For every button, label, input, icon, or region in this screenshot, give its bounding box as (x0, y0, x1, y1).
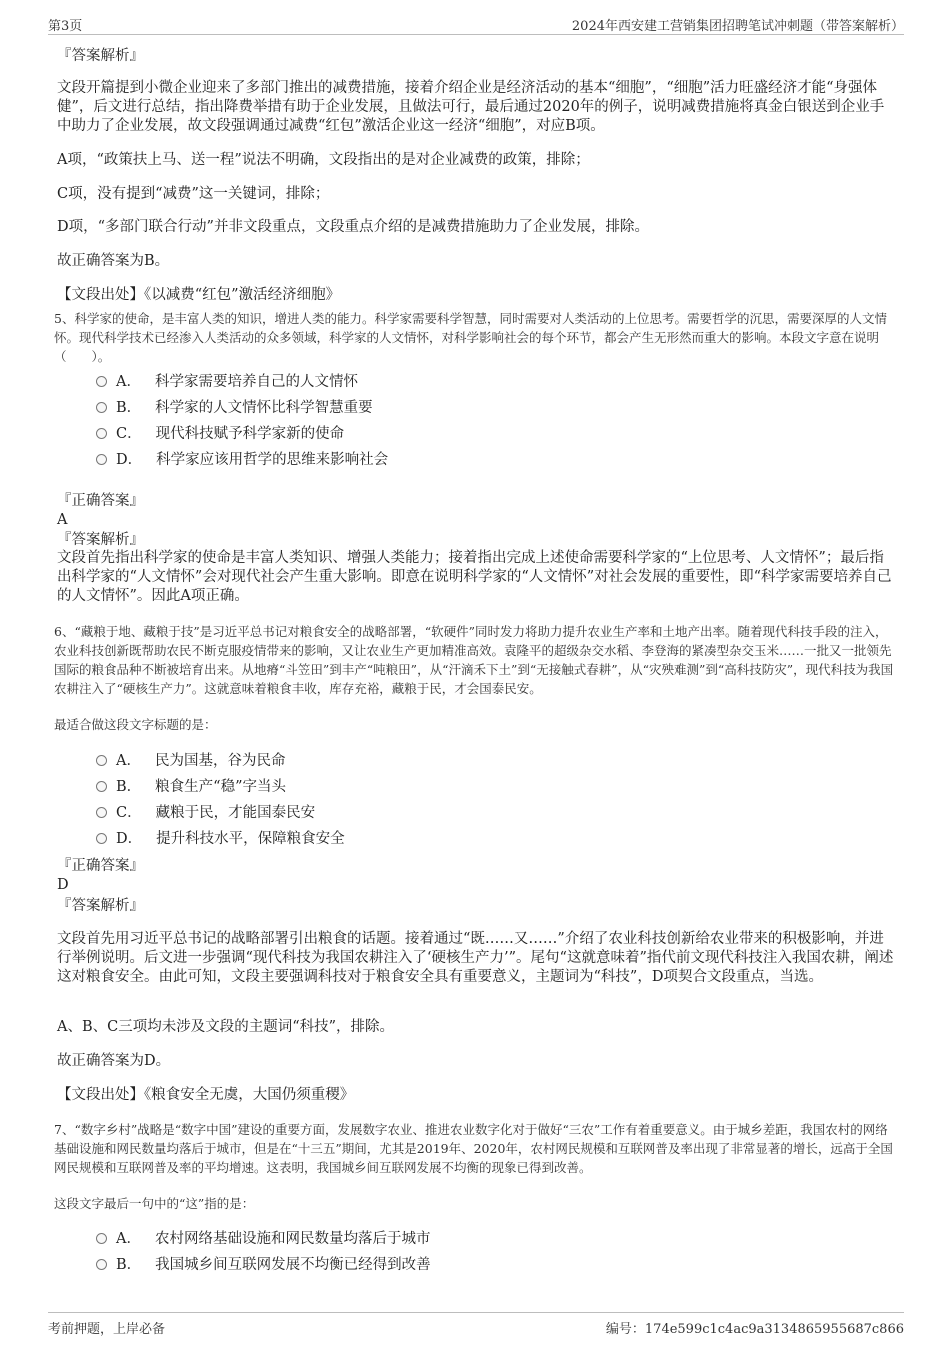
q6-prompt: 最适合做这段文字标题的是： (54, 717, 217, 732)
q4-analysis-text: 文段开篇提到小微企业迎来了多部门推出的减费措施，接着介绍企业是经济活动的基本“细胞”，“细胞”活力旺盛经济才能“身强体健”，后文进行总结，指出降费举措有助于企业发展，且做法可行，最后通过2020年的例子，说明减费措施将真金白银送到企业手中助力了企业发展，故文段强调通过减费“红包”激活企业这一经济“细胞”，对应B项。 (57, 80, 885, 134)
q4-source: 【文段出处】《以减费“红包”激活经济细胞》 (57, 287, 341, 303)
q5-analysis-label: 『答案解析』 (57, 532, 144, 548)
q6-answer: D (57, 877, 69, 893)
page-footer (48, 1312, 904, 1337)
radio-icon[interactable] (96, 807, 107, 818)
q6-option-a[interactable]: A． 民为国基，谷为民命 (96, 751, 285, 771)
radio-icon[interactable] (96, 376, 107, 387)
radio-icon[interactable] (96, 755, 107, 766)
q6-option-b[interactable]: B． 粮食生产“稳”字当头 (96, 777, 286, 797)
q4-point-d: D项，“多部门联合行动”并非文段重点，文段重点介绍的是减费措施助力了企业发展，排除。 (57, 219, 649, 235)
radio-icon[interactable] (96, 428, 107, 439)
q6-option-c[interactable]: C． 藏粮于民，才能国泰民安 (96, 803, 315, 823)
q5-answer-label: 『正确答案』 (57, 493, 144, 509)
q6-conclusion: 故正确答案为D。 (57, 1053, 171, 1069)
q5-option-b[interactable]: B． 科学家的人文情怀比科学智慧重要 (96, 398, 373, 418)
q7-stem: 7、“数字乡村”战略是“数字中国”建设的重要方面，发展数字农业、推进农业数字化对于做好“三农”工作有着重要意义。由于城乡差距，我国农村的网络基础设施和网民数量均落后于城市，但是在“十三五”期间，尤其是2019年、2020年，农村网民规模和互联网普及率出现了非常显著的增长，远高于全国网民规模和互联网普及率的平均增速。这表明，我国城乡间互联网发展不均衡的现象已得到改善。 (54, 1122, 893, 1175)
q6-analysis-text: 文段首先用习近平总书记的战略部署引出粮食的话题。接着通过“既……又……”介绍了农业科技创新给农业带来的积极影响，并进行举例说明。后文进一步强调“现代科技为我国农耕注入了‘硬核生产力’”。尾句“这就意味着”指代前文现代科技注入我国农耕，阐述这对粮食安全。由此可知，文段主要强调科技对于粮食安全具有重要意义，主题词为“科技”，D项契合文段重点，当选。 (57, 931, 894, 985)
q6-source: 【文段出处】《粮食安全无虞，大国仍须重稷》 (57, 1087, 355, 1103)
q5-option-c[interactable]: C． 现代科技赋予科学家新的使命 (96, 424, 344, 444)
radio-icon[interactable] (96, 833, 107, 844)
q5-answer: A (57, 512, 68, 528)
q7-prompt: 这段文字最后一句中的“这”指的是： (54, 1196, 255, 1211)
document-code: 编号：174e599c1c4ac9a3134865955687c866 (605, 1322, 904, 1337)
q6-point-abc: A、B、C三项均未涉及文段的主题词“科技”，排除。 (57, 1019, 395, 1035)
radio-icon[interactable] (96, 402, 107, 413)
document-title: 2024年西安建工营销集团招聘笔试冲刺题（带答案解析） (571, 19, 904, 34)
page-header (48, 12, 904, 35)
radio-icon[interactable] (96, 1233, 107, 1244)
q5-option-d[interactable]: D． 科学家应该用哲学的思维来影响社会 (96, 450, 388, 470)
page-number: 第3页 (48, 19, 83, 34)
q4-conclusion: 故正确答案为B。 (57, 253, 170, 269)
radio-icon[interactable] (96, 1259, 107, 1270)
q4-point-c: C项，没有提到“减费”这一关键词，排除； (57, 186, 330, 202)
radio-icon[interactable] (96, 454, 107, 465)
q4-point-a: A项，“政策扶上马、送一程”说法不明确，文段指出的是对企业减费的政策，排除； (57, 152, 590, 168)
q5-analysis-text: 文段首先指出科学家的使命是丰富人类知识、增强人类能力；接着指出完成上述使命需要科学家的“上位思考、人文情怀”；最后指出科学家的“人文情怀”会对现代社会产生重大影响。即意在说明科学家的“人文情怀”对社会发展的重要性，即“科学家需要培养自己的人文情怀”。因此A项正确。 (57, 550, 892, 604)
q6-analysis-label: 『答案解析』 (57, 898, 144, 914)
q5-stem: 5、科学家的使命，是丰富人类的知识，增进人类的能力。科学家需要科学智慧，同时需要对人类活动的上位思考。需要哲学的沉思，需要深厚的人文情怀。现代科学技术已经渗入人类活动的众多领域，科学家的人文情怀，对科学影响社会的每个环节，都会产生无形然而重大的影响。本段文字意在说明（ ）。 (54, 311, 887, 364)
q7-option-b[interactable]: B． 我国城乡间互联网发展不均衡已经得到改善 (96, 1255, 431, 1275)
q5-option-a[interactable]: A． 科学家需要培养自己的人文情怀 (96, 372, 358, 392)
q6-option-d[interactable]: D． 提升科技水平，保障粮食安全 (96, 829, 345, 849)
q6-stem: 6、“藏粮于地、藏粮于技”是习近平总书记对粮食安全的战略部署，“软硬件”同时发力将助力提升农业生产率和土地产出率。随着现代科技手段的注入，农业科技创新既帮助农民不断克服疫情带来的影响，又让农业生产更加精准高效。袁隆平的超级杂交水稻、李登海的紧凑型杂交玉米……一批又一批领先国际的粮食品种不断被培育出来。从地瘠“斗笠田”到丰产“吨粮田”，从“汗滴禾下土”到“无接触式春耕”，从“灾殃难测”到“高科技防灾”，现代科技为我国农耕注入了“硬核生产力”。这就意味着粮食丰收，库存充裕，藏粮于民，才会国泰民安。 (54, 624, 894, 696)
radio-icon[interactable] (96, 781, 107, 792)
q4-analysis-label: 『答案解析』 (57, 48, 144, 64)
q6-answer-label: 『正确答案』 (57, 858, 144, 874)
q7-option-a[interactable]: A． 农村网络基础设施和网民数量均落后于城市 (96, 1229, 430, 1249)
footer-slogan: 考前押题，上岸必备 (48, 1322, 166, 1337)
